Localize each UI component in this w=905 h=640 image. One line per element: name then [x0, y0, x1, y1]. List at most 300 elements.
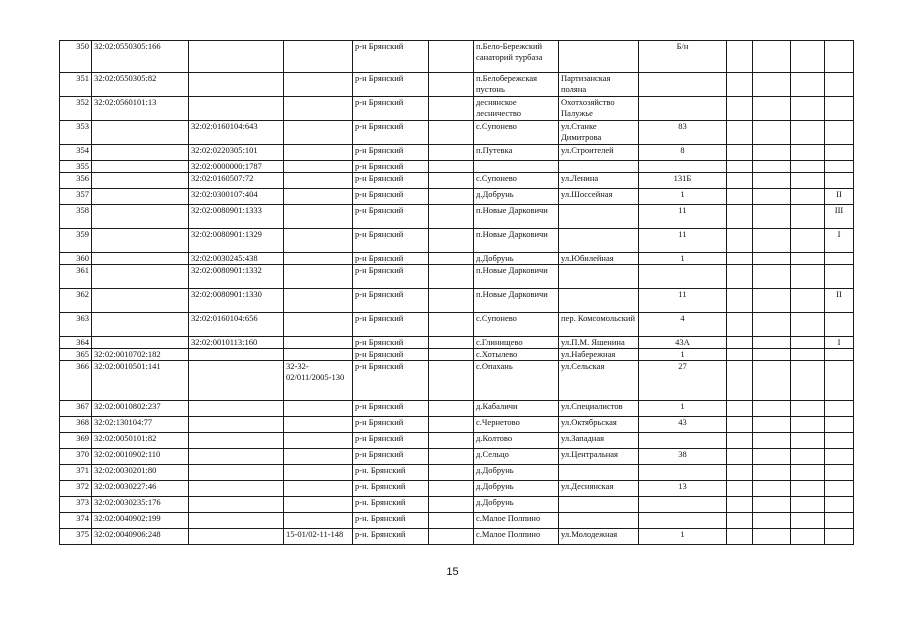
cell-g	[559, 41, 639, 73]
cell-k	[791, 229, 825, 253]
cell-l	[825, 401, 854, 417]
cell-f: п.Новые Дарковичи	[474, 289, 559, 313]
cell-h: 38	[639, 449, 727, 465]
cell-a: 32:02:0030201:80	[92, 465, 189, 481]
table-row	[60, 229, 854, 253]
cell-g: ул.Юбилейная	[559, 253, 639, 265]
cell-c	[284, 337, 353, 349]
cell-d: р-н Брянский	[353, 313, 429, 337]
cell-d: р-н Брянский	[353, 41, 429, 73]
cell-d: р-н Брянский	[353, 253, 429, 265]
cell-f: с.Чернетово	[474, 417, 559, 433]
cell-k	[791, 337, 825, 349]
cell-l	[825, 265, 854, 289]
cell-e	[429, 265, 474, 289]
cell-f: д.Кабаличи	[474, 401, 559, 417]
cell-l	[825, 361, 854, 401]
cell-a	[92, 313, 189, 337]
cell-i	[727, 189, 753, 205]
cell-d: р-н. Брянский	[353, 481, 429, 497]
table-row	[60, 449, 854, 465]
cell-c	[284, 401, 353, 417]
cell-j	[753, 313, 791, 337]
cell-d: р-н Брянский	[353, 265, 429, 289]
cell-b: 32:02:0160507:72	[189, 173, 284, 189]
cell-b	[189, 97, 284, 121]
table-row	[60, 313, 854, 337]
cell-i	[727, 121, 753, 145]
cell-f: п.Белобережская пустонь	[474, 73, 559, 97]
cell-e	[429, 205, 474, 229]
cell-d: р-н Брянский	[353, 121, 429, 145]
cell-c	[284, 229, 353, 253]
cell-l	[825, 529, 854, 545]
cell-d: р-н. Брянский	[353, 529, 429, 545]
cell-f: д.Добрунь	[474, 189, 559, 205]
cell-h	[639, 73, 727, 97]
cell-b: 32:02:0160104:643	[189, 121, 284, 145]
cell-d: р-н Брянский	[353, 289, 429, 313]
cell-b: 32:02:0220305:101	[189, 145, 284, 161]
cell-a: 32:02:130104:77	[92, 417, 189, 433]
cell-n: 361	[60, 265, 92, 289]
cell-b: 32:02:0080901:1329	[189, 229, 284, 253]
cell-j	[753, 73, 791, 97]
cell-d: р-н Брянский	[353, 73, 429, 97]
cell-e	[429, 337, 474, 349]
cell-k	[791, 497, 825, 513]
cell-c	[284, 41, 353, 73]
cell-f: п.Путевка	[474, 145, 559, 161]
cell-k	[791, 401, 825, 417]
cell-g: ул.Станке Димитрова	[559, 121, 639, 145]
cell-c	[284, 481, 353, 497]
cell-n: 358	[60, 205, 92, 229]
cell-n: 363	[60, 313, 92, 337]
table-row	[60, 189, 854, 205]
cell-a: 32:02:0030227:46	[92, 481, 189, 497]
cell-h: 131Б	[639, 173, 727, 189]
cell-f: с.Малое Полпино	[474, 529, 559, 545]
cell-j	[753, 253, 791, 265]
table-row	[60, 205, 854, 229]
cell-k	[791, 121, 825, 145]
cell-n: 362	[60, 289, 92, 313]
table-row	[60, 401, 854, 417]
cell-n: 375	[60, 529, 92, 545]
table-row	[60, 289, 854, 313]
cell-i	[727, 513, 753, 529]
cell-h: 11	[639, 229, 727, 253]
cell-a: 32:02:0030235:176	[92, 497, 189, 513]
cell-l: II	[825, 289, 854, 313]
cell-j	[753, 361, 791, 401]
cell-k	[791, 189, 825, 205]
cell-h: 11	[639, 205, 727, 229]
table-row	[60, 121, 854, 145]
cell-l	[825, 253, 854, 265]
cell-h: 43	[639, 417, 727, 433]
cell-l	[825, 513, 854, 529]
cell-l: I	[825, 337, 854, 349]
cell-f: с.Опахань	[474, 361, 559, 401]
cell-h	[639, 497, 727, 513]
cell-k	[791, 481, 825, 497]
cell-h: Б/н	[639, 41, 727, 73]
cell-n: 373	[60, 497, 92, 513]
cell-b	[189, 361, 284, 401]
cell-e	[429, 465, 474, 481]
cell-e	[429, 41, 474, 73]
cell-n: 360	[60, 253, 92, 265]
cell-g	[559, 289, 639, 313]
cell-a: 32:02:0040906:248	[92, 529, 189, 545]
cell-i	[727, 401, 753, 417]
cell-k	[791, 449, 825, 465]
cell-b: 32:02:0080901:1332	[189, 265, 284, 289]
cell-f: д.Сельцо	[474, 449, 559, 465]
cell-b	[189, 73, 284, 97]
cell-i	[727, 337, 753, 349]
cell-j	[753, 349, 791, 361]
cell-l: III	[825, 205, 854, 229]
cell-i	[727, 449, 753, 465]
cell-d: р-н Брянский	[353, 449, 429, 465]
cell-j	[753, 289, 791, 313]
cell-k	[791, 145, 825, 161]
cell-j	[753, 433, 791, 449]
cell-d: р-н Брянский	[353, 173, 429, 189]
cell-g: ул.Набережная	[559, 349, 639, 361]
cell-g: ул.Западная	[559, 433, 639, 449]
cell-d: р-н Брянский	[353, 229, 429, 253]
table-row	[60, 41, 854, 73]
cell-c	[284, 465, 353, 481]
cell-n: 352	[60, 97, 92, 121]
cell-d: р-н Брянский	[353, 161, 429, 173]
cell-c: 15-01/02-11-148	[284, 529, 353, 545]
page-number: 15	[446, 566, 459, 578]
cell-k	[791, 173, 825, 189]
cell-i	[727, 265, 753, 289]
cell-j	[753, 189, 791, 205]
cell-b	[189, 349, 284, 361]
cell-n: 372	[60, 481, 92, 497]
cell-c	[284, 189, 353, 205]
cell-n: 371	[60, 465, 92, 481]
table-row	[60, 481, 854, 497]
cell-d: р-н Брянский	[353, 433, 429, 449]
cell-f	[474, 161, 559, 173]
cell-h: 8	[639, 145, 727, 161]
cell-a	[92, 121, 189, 145]
cell-i	[727, 497, 753, 513]
cell-a: 32:02:0050101:82	[92, 433, 189, 449]
table-row	[60, 497, 854, 513]
cell-b: 32:02:0000000:1787	[189, 161, 284, 173]
cell-i	[727, 465, 753, 481]
cell-k	[791, 529, 825, 545]
cell-a: 32:02:0010501:141	[92, 361, 189, 401]
cell-a	[92, 189, 189, 205]
table-row	[60, 349, 854, 361]
cell-b: 32:02:0030245:438	[189, 253, 284, 265]
cell-g: ул.Молодежная	[559, 529, 639, 545]
cell-i	[727, 289, 753, 313]
cell-f: с.Глинищево	[474, 337, 559, 349]
cell-d: р-н. Брянский	[353, 497, 429, 513]
cell-e	[429, 229, 474, 253]
cell-j	[753, 265, 791, 289]
cell-j	[753, 417, 791, 433]
cell-g	[559, 513, 639, 529]
cell-g: ул.Октябрьская	[559, 417, 639, 433]
cell-c	[284, 145, 353, 161]
cell-g: ул.Деснянская	[559, 481, 639, 497]
table-row	[60, 265, 854, 289]
cell-h	[639, 465, 727, 481]
cell-h: 43А	[639, 337, 727, 349]
cell-a	[92, 265, 189, 289]
cell-b	[189, 465, 284, 481]
cell-i	[727, 481, 753, 497]
cell-f: п.Бело-Бережский санаторий турбаза	[474, 41, 559, 73]
cell-c	[284, 433, 353, 449]
cell-l	[825, 145, 854, 161]
cell-a	[92, 229, 189, 253]
cell-j	[753, 449, 791, 465]
cell-e	[429, 433, 474, 449]
cell-h: 83	[639, 121, 727, 145]
cell-k	[791, 513, 825, 529]
cell-g: ул.Шоссейная	[559, 189, 639, 205]
cell-a: 32:02:0040902:199	[92, 513, 189, 529]
cell-b	[189, 433, 284, 449]
cell-i	[727, 313, 753, 337]
cell-l	[825, 97, 854, 121]
cell-h: 1	[639, 349, 727, 361]
cell-e	[429, 449, 474, 465]
table-row	[60, 173, 854, 189]
cell-l	[825, 497, 854, 513]
cell-c	[284, 513, 353, 529]
table-row	[60, 161, 854, 173]
table-row	[60, 433, 854, 449]
cell-j	[753, 121, 791, 145]
cell-c	[284, 161, 353, 173]
cell-a	[92, 289, 189, 313]
cell-h: 27	[639, 361, 727, 401]
cell-l: I	[825, 229, 854, 253]
cell-j	[753, 229, 791, 253]
cell-a: 32:02:0010902:110	[92, 449, 189, 465]
cell-g	[559, 465, 639, 481]
cell-c	[284, 265, 353, 289]
cell-h	[639, 265, 727, 289]
cell-b	[189, 401, 284, 417]
cell-n: 351	[60, 73, 92, 97]
cell-a: 32:02:0010802:237	[92, 401, 189, 417]
cell-j	[753, 337, 791, 349]
cell-k	[791, 253, 825, 265]
cell-l	[825, 349, 854, 361]
cell-f: д.Колтово	[474, 433, 559, 449]
cell-a	[92, 173, 189, 189]
cell-j	[753, 145, 791, 161]
cell-d: р-н Брянский	[353, 189, 429, 205]
cell-e	[429, 161, 474, 173]
cell-c	[284, 97, 353, 121]
cell-k	[791, 41, 825, 73]
cell-g: Партизанская поляна	[559, 73, 639, 97]
cell-e	[429, 497, 474, 513]
cell-c: 32-32-02/011/2005-130	[284, 361, 353, 401]
cell-e	[429, 121, 474, 145]
cell-l	[825, 121, 854, 145]
cell-k	[791, 73, 825, 97]
cell-e	[429, 417, 474, 433]
cell-c	[284, 173, 353, 189]
cell-c	[284, 205, 353, 229]
cell-n: 368	[60, 417, 92, 433]
cell-c	[284, 121, 353, 145]
cell-d: р-н Брянский	[353, 97, 429, 121]
cell-j	[753, 161, 791, 173]
cell-j	[753, 497, 791, 513]
cell-h: 11	[639, 289, 727, 313]
cell-g	[559, 229, 639, 253]
cell-f: д.Добрунь	[474, 253, 559, 265]
cell-f: с.Хотылево	[474, 349, 559, 361]
cell-l	[825, 417, 854, 433]
cell-h: 13	[639, 481, 727, 497]
cell-g: пер. Комсомольский	[559, 313, 639, 337]
cell-a	[92, 337, 189, 349]
cell-l	[825, 313, 854, 337]
cell-n: 354	[60, 145, 92, 161]
cell-g	[559, 205, 639, 229]
cell-i	[727, 161, 753, 173]
cell-e	[429, 253, 474, 265]
cell-g: ул.Специалистов	[559, 401, 639, 417]
cell-b: 32:02:0080901:1330	[189, 289, 284, 313]
cell-f: с.Супонево	[474, 121, 559, 145]
cell-g: ул.Сельская	[559, 361, 639, 401]
cell-n: 369	[60, 433, 92, 449]
table-row	[60, 513, 854, 529]
cell-e	[429, 481, 474, 497]
cell-i	[727, 73, 753, 97]
cell-d: р-н Брянский	[353, 401, 429, 417]
cell-b	[189, 513, 284, 529]
cell-c	[284, 417, 353, 433]
cell-i	[727, 433, 753, 449]
table-row	[60, 73, 854, 97]
cell-i	[727, 229, 753, 253]
cell-b	[189, 449, 284, 465]
cell-d: р-н Брянский	[353, 361, 429, 401]
cell-f: с.Супонево	[474, 313, 559, 337]
cell-f: д.Добрунь	[474, 497, 559, 513]
cell-j	[753, 465, 791, 481]
cell-d: р-н Брянский	[353, 145, 429, 161]
cell-n: 350	[60, 41, 92, 73]
cell-e	[429, 349, 474, 361]
cell-g: ул.Центральная	[559, 449, 639, 465]
cell-f: д.Добрунь	[474, 465, 559, 481]
table-row	[60, 253, 854, 265]
cell-d: р-н Брянский	[353, 417, 429, 433]
cell-c	[284, 497, 353, 513]
cell-k	[791, 97, 825, 121]
cell-i	[727, 97, 753, 121]
cell-g: Охотхозяйство Палужье	[559, 97, 639, 121]
table-row	[60, 361, 854, 401]
cell-n: 366	[60, 361, 92, 401]
cell-b	[189, 417, 284, 433]
cell-e	[429, 361, 474, 401]
cell-f: п.Новые Дарковичи	[474, 265, 559, 289]
cell-j	[753, 481, 791, 497]
cell-e	[429, 73, 474, 97]
cell-h: 4	[639, 313, 727, 337]
cell-k	[791, 417, 825, 433]
cell-b	[189, 529, 284, 545]
cell-c	[284, 313, 353, 337]
cell-g	[559, 161, 639, 173]
cell-k	[791, 265, 825, 289]
cell-b: 32:02:0080901:1333	[189, 205, 284, 229]
cell-h	[639, 513, 727, 529]
cell-a	[92, 253, 189, 265]
cell-n: 355	[60, 161, 92, 173]
cell-k	[791, 361, 825, 401]
cell-n: 367	[60, 401, 92, 417]
cell-i	[727, 41, 753, 73]
cell-c	[284, 253, 353, 265]
cell-i	[727, 205, 753, 229]
cell-e	[429, 173, 474, 189]
cell-f: п.Новые Дарковичи	[474, 229, 559, 253]
cell-g: ул.П.М. Яшенина	[559, 337, 639, 349]
cell-b: 32:02:0300107:404	[189, 189, 284, 205]
cell-n: 359	[60, 229, 92, 253]
cell-f: п.Новые Дарковичи	[474, 205, 559, 229]
cell-l	[825, 73, 854, 97]
table-row	[60, 465, 854, 481]
table-row	[60, 337, 854, 349]
cell-f: с.Малое Полпино	[474, 513, 559, 529]
cell-h: 1	[639, 401, 727, 417]
cell-l	[825, 433, 854, 449]
cell-c	[284, 349, 353, 361]
cell-k	[791, 313, 825, 337]
cell-l	[825, 173, 854, 189]
cell-b: 32:02:0010113:160	[189, 337, 284, 349]
cell-i	[727, 145, 753, 161]
cell-e	[429, 189, 474, 205]
cell-a: 32:02:0550305:166	[92, 41, 189, 73]
cell-h: 1	[639, 253, 727, 265]
cell-n: 357	[60, 189, 92, 205]
cell-h: 1	[639, 529, 727, 545]
cell-i	[727, 173, 753, 189]
cell-k	[791, 289, 825, 313]
cell-i	[727, 529, 753, 545]
cell-f: д.Добрунь	[474, 481, 559, 497]
cell-g: ул.Строителей	[559, 145, 639, 161]
cell-e	[429, 289, 474, 313]
